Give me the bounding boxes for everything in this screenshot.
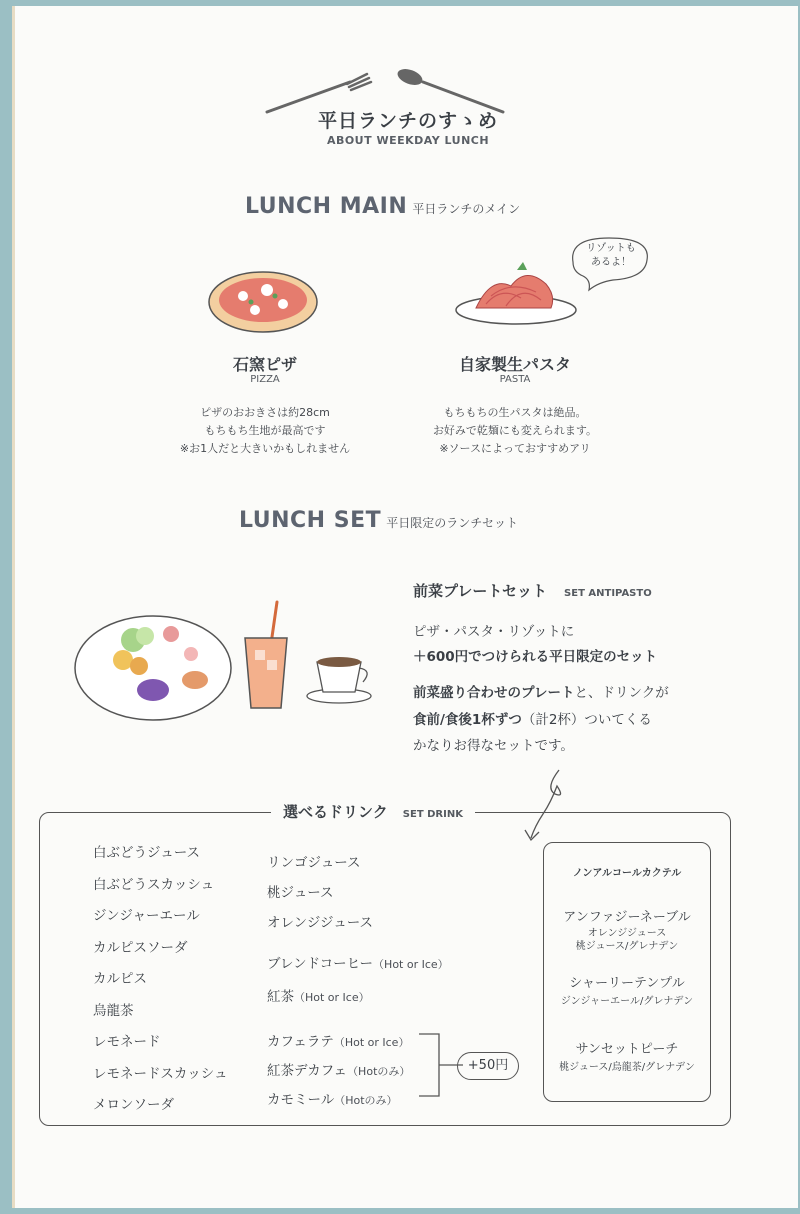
drink-item: レモネードスカッシュ [93,1065,228,1082]
drink-item [267,981,449,1014]
drink-note: （Hot or Ice） [373,958,449,971]
drink-note: （Hotのみ） [347,1065,411,1078]
set-line-3-rest: と、ドリンクが [574,685,669,701]
drink-item: 白ぶどうスカッシュ [93,876,215,893]
drink-item: カルピスソーダ [93,939,188,956]
set-line-3 [413,683,669,703]
drink-item: リンゴジュース [267,855,361,871]
set-line-5: かなりお得なセットです。 [413,738,574,754]
desc-line: ※ソースによっておすすめアリ [439,442,591,455]
set-line-2: ＋600円でつけられる平日限定のセット [413,649,658,665]
cocktail-ingredients: 桃ジュース/烏龍茶/グレナデン [559,1062,695,1073]
pasta-name-en: PASTA [499,374,531,385]
menu-page [12,6,798,1208]
drinks-heading [271,801,475,822]
lunch-set-subtitle: 平日限定のランチセット [386,516,518,530]
pizza-illustration [205,268,325,336]
set-line-3-bold: 前菜盛り合わせのプレート [413,685,575,701]
cocktail-name: アンファジーネーブル [563,910,691,925]
set-name: 前菜プレートセット [413,582,547,600]
drink-item: 白ぶどうジュース [93,845,201,861]
coffee-cup-illustration [305,646,377,706]
lunch-main-heading [245,194,520,219]
set-name-en: SET ANTIPASTO [564,588,652,599]
drink-item: カルピス [93,971,147,987]
header-subtitle: ABOUT WEEKDAY LUNCH [326,134,490,147]
set-line-4-rest: （計2杯）ついてくる [521,712,652,728]
lunch-set-heading [239,508,518,533]
pizza-name: 石窯ピザ [232,355,297,374]
set-heading [413,580,652,601]
drink-item [267,1057,410,1086]
cocktail-ingredients: オレンジジュース [587,928,667,939]
set-line-1: ピザ・パスタ・リゾットに [413,624,575,640]
desc-line: お好みで乾麺にも変えられます。 [432,424,598,437]
drinks-column-2-juices [267,848,373,938]
bubble-line: あるよ！ [591,257,631,268]
drink-note: （Hot or Ice） [294,991,370,1004]
drink-item: 烏龍茶 [93,1002,134,1019]
cocktail-name: シャーリーテンプル [569,976,685,991]
drink-item [267,1028,410,1057]
cocktail-name: サンセットピーチ [575,1042,679,1057]
drink-item: レモネード [93,1034,161,1050]
pasta-name: 自家製生パスタ [458,355,571,374]
drink-note: （Hotのみ） [334,1094,398,1107]
iced-tea-illustration [237,598,301,714]
drink-item: ジンジャーエール [93,908,200,924]
drinks-title: 選べるドリンク [283,803,388,821]
drink-item [267,948,449,981]
surcharge-badge: +50円 [457,1052,519,1080]
desc-line: もちもちの生パスタは絶品。 [443,406,587,419]
drink-name: カフェラテ [267,1034,334,1050]
header-title: 平日ランチのすゝめ [317,110,498,132]
drinks-column-2-hot [267,948,449,1014]
drink-name: 紅茶 [267,989,294,1005]
drink-name: 紅茶デカフェ [267,1063,348,1079]
drink-item: 桃ジュース [267,885,334,901]
drink-note: （Hot or Ice） [333,1036,410,1049]
lunch-main-title: LUNCH MAIN [245,194,408,219]
desc-line: ※お1人だと大きいかもしれません [179,442,351,455]
cocktail-ingredients: 桃ジュース/グレナデン [575,941,679,952]
drinks-column-2-premium [267,1028,410,1115]
pizza-name-en: PIZZA [250,374,280,385]
lunch-set-title: LUNCH SET [239,508,382,533]
drinks-title-en: SET DRINK [402,809,463,820]
drink-name: カモミール [267,1092,335,1108]
set-line-4-bold: 食前/食後1杯ずつ [413,712,522,728]
cocktail-ingredients: ジンジャーエール/グレナデン [560,996,694,1007]
pizza-description [155,404,375,458]
bubble-text [583,242,639,270]
drink-item: メロンソーダ [93,1097,174,1113]
set-line-4 [413,710,652,730]
desc-line: ピザのおおきさは約28cm [200,406,330,419]
drink-item [267,1086,410,1115]
bubble-line: リゾットも [586,243,636,254]
desc-line: もちもち生地が最高です [204,424,326,437]
drink-item: オレンジジュース [267,915,374,931]
cocktail-title: ノンアルコールカクテル [572,868,682,879]
antipasto-plate-illustration [71,610,235,726]
pasta-description [405,404,625,458]
drink-name: ブレンドコーヒー [267,956,374,972]
lunch-main-subtitle: 平日ランチのメイン [412,202,521,216]
drinks-column-1 [93,838,227,1122]
